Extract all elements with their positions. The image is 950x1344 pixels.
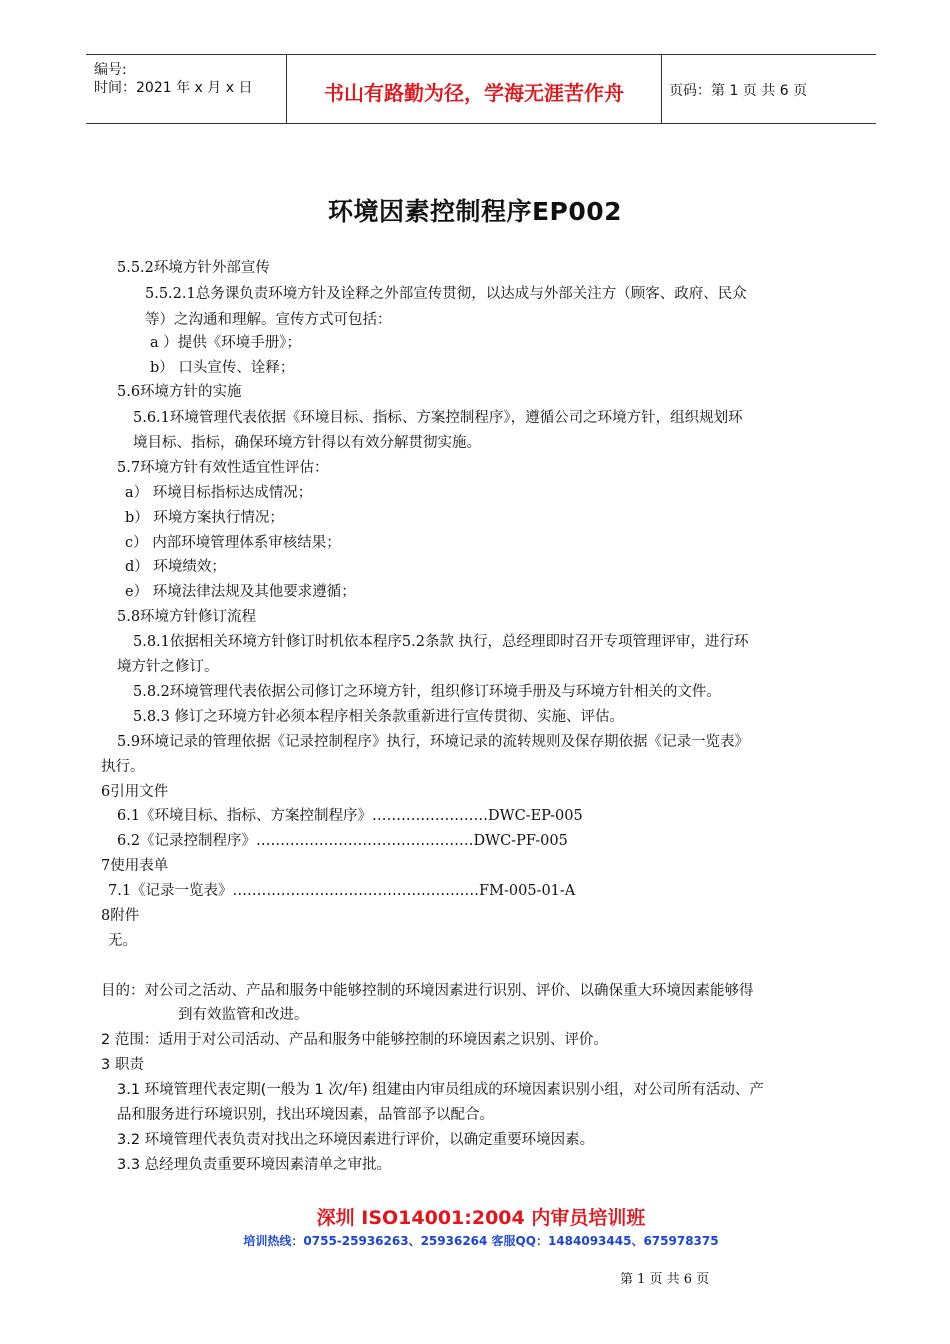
scope-line: 2 范围：适用于对公司活动、产品和服务中能够控制的环境因素之识别、评价。 — [101, 1032, 608, 1048]
body-line: c） 内部环境管理体系审核结果； — [125, 535, 341, 551]
section-heading: 3 职责 — [101, 1057, 144, 1073]
page-number: 第 1 页 共 6 页 — [620, 1272, 710, 1287]
body-line: 等）之沟通和理解。宣传方式可包括： — [145, 312, 392, 328]
responsibility-line: 3.1 环境管理代表定期(一般为 1 次/年) 组建由内审员组成的环境因素识别小组，对公司所有活动、产 — [117, 1082, 764, 1098]
body-line: 5.6环境方针的实施 — [117, 384, 242, 400]
training-banner: 深圳 ISO14001:2004 内审员培训班 — [316, 1207, 646, 1229]
header-motto-cell — [286, 55, 662, 123]
body-line: b） 环境方案执行情况； — [125, 510, 284, 526]
body-line: 5.8.3 修订之环境方针必须本程序相关条款重新进行宣传贯彻、实施、评估。 — [133, 709, 625, 725]
body-line: 境目标、指标，确保环境方针得以有效分解贯彻实施。 — [133, 435, 481, 451]
document-title: 环境因素控制程序EP002 — [327, 197, 623, 226]
responsibility-line: 品和服务进行环境识别，找出环境因素，品管部予以配合。 — [117, 1107, 494, 1123]
motto-text: 书山有路勤为径，学海无涯苦作舟 — [324, 81, 624, 105]
section-heading: 6引用文件 — [101, 784, 169, 800]
body-line: 境方针之修订。 — [117, 659, 219, 675]
doc-number-label: 编号: — [94, 62, 127, 78]
responsibility-line: 3.3 总经理负责重要环境因素清单之审批。 — [117, 1157, 392, 1173]
purpose-line: 到有效监管和改进。 — [178, 1007, 309, 1023]
page-header — [86, 54, 876, 124]
body-line: 5.5.2环境方针外部宣传 — [117, 260, 270, 276]
reference-item: 6.1《环境目标、指标、方案控制程序》……………………DWC-EP-005 — [117, 808, 583, 824]
body-line: 5.6.1环境管理代表依据《环境目标、指标、方案控制程序》，遵循公司之环境方针，组织规划环 — [133, 410, 743, 426]
body-line: 5.8.1依据相关环境方针修订时机依本程序5.2条款 执行，总经理即时召开专项管理评审，进行环 — [133, 634, 749, 650]
body-line: d） 环境绩效； — [125, 559, 226, 575]
header-page-info: 页码：第 1 页 共 6 页 — [669, 83, 808, 99]
body-line: 无。 — [108, 933, 137, 949]
body-line: a ）提供《环境手册》； — [150, 335, 302, 351]
reference-item: 6.2《记录控制程序》………………………………………DWC-PF-005 — [117, 833, 568, 849]
training-hotline: 培训热线：0755-25936263、25936264 客服QQ：1484093445、675978375 — [243, 1234, 719, 1248]
body-line: a） 环境目标指标达成情况； — [125, 485, 313, 501]
body-line: b） 口头宣传、诠释； — [150, 360, 295, 376]
body-line: 5.8.2环境管理代表依据公司修订之环境方针，组织修订环境手册及与环境方针相关的文件。 — [133, 684, 721, 700]
doc-date: 时间：2021 年 x 月 x 日 — [94, 80, 253, 96]
purpose-line: 目的：对公司之活动、产品和服务中能够控制的环境因素进行识别、评价、以确保重大环境因素能够得 — [101, 983, 754, 999]
responsibility-line: 3.2 环境管理代表负责对找出之环境因素进行评价，以确定重要环境因素。 — [117, 1132, 595, 1148]
body-line: 执行。 — [101, 759, 145, 775]
body-line: e） 环境法律法规及其他要求遵循； — [125, 584, 356, 600]
body-line: 5.7环境方针有效性适宜性评估： — [117, 460, 329, 476]
form-item: 7.1《记录一览表》……………………………………………FM-005-01-A — [108, 883, 576, 899]
section-heading: 7使用表单 — [101, 858, 169, 874]
body-line: 5.8环境方针修订流程 — [117, 609, 257, 625]
body-line: 5.5.2.1总务课负责环境方针及诠释之外部宣传贯彻，以达成与外部关注方（顾客、政府、民众 — [145, 286, 747, 302]
header-left-cell — [86, 55, 286, 123]
section-heading: 8附件 — [101, 908, 140, 924]
body-line: 5.9环境记录的管理依据《记录控制程序》执行，环境记录的流转规则及保存期依据《记录一览表》 — [117, 734, 750, 750]
